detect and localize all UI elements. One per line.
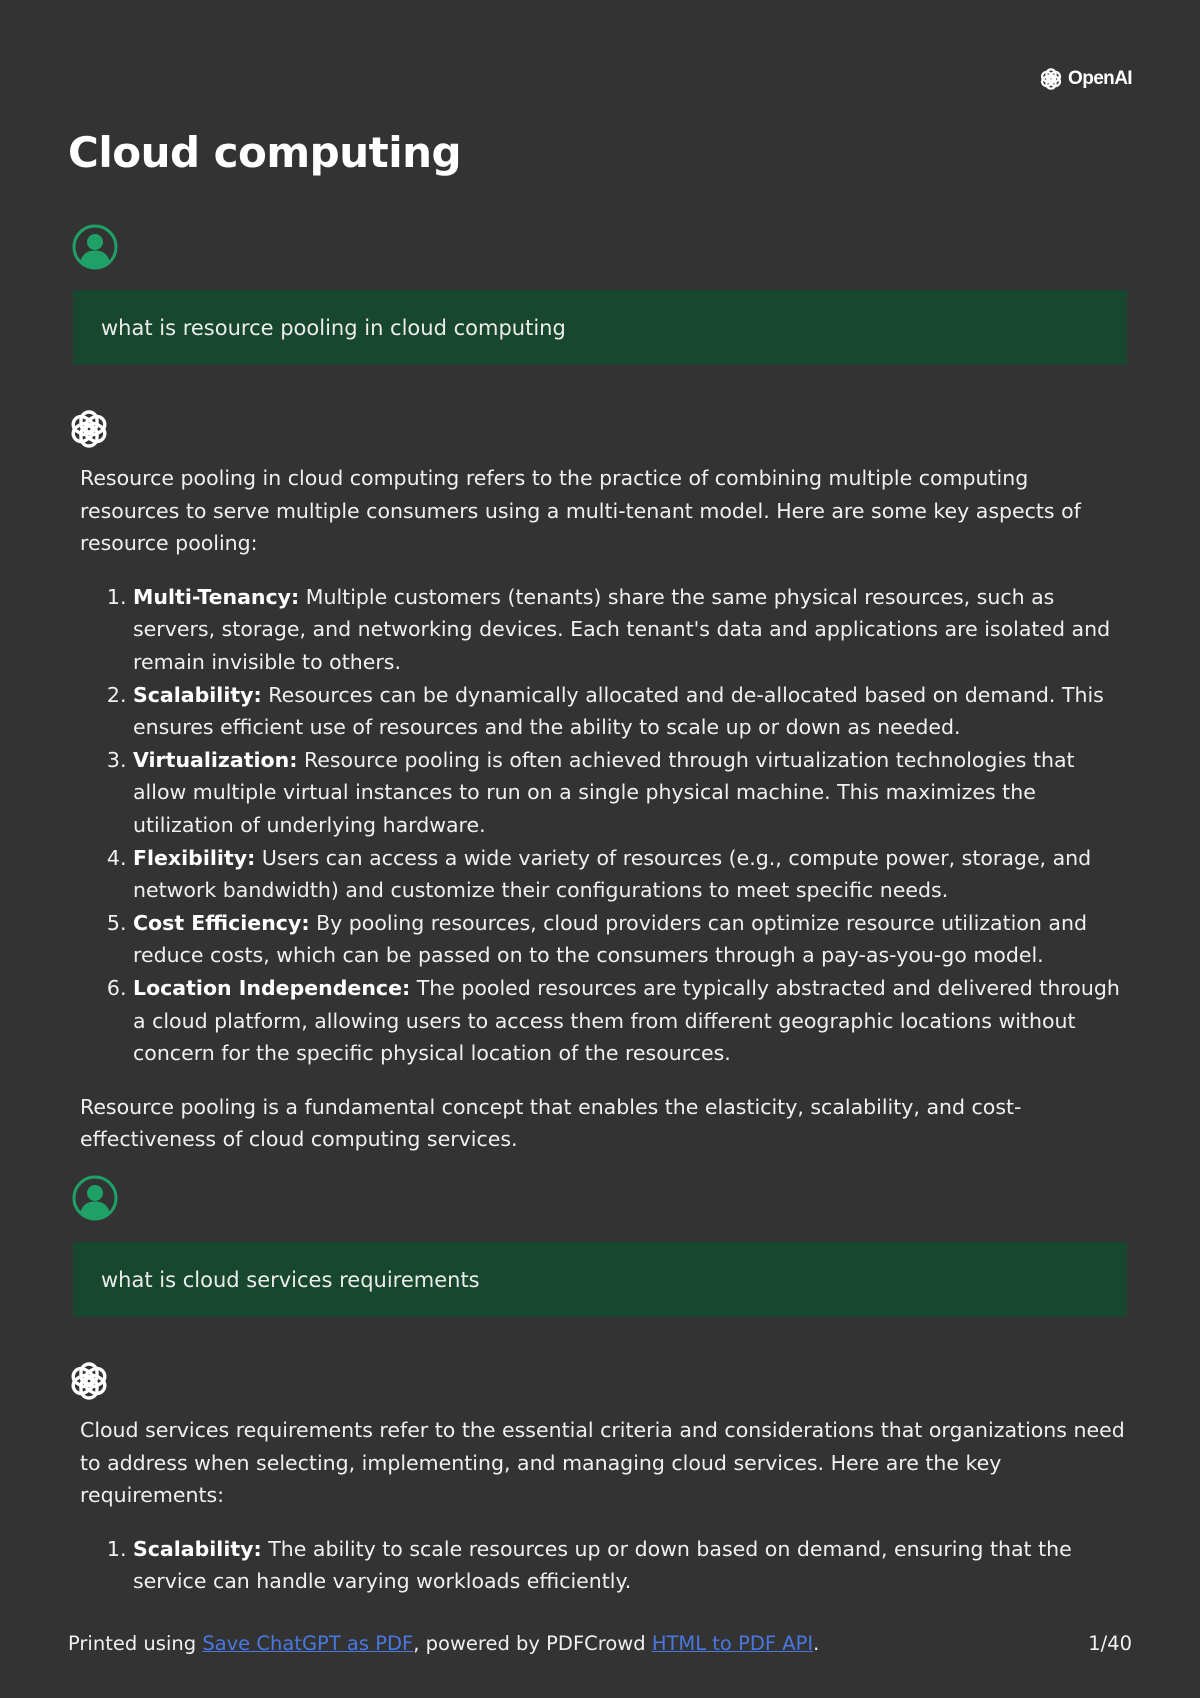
list-item: 3. Virtualization: Resource pooling is often achieved through virtualization technologies that allow multiple virtual instances to run on a single physical machine. This maximizes the utilization of underlying hardware. xyxy=(133,744,1132,842)
user-prompt-bubble xyxy=(73,290,1127,365)
user-avatar-icon xyxy=(72,224,118,270)
list-item-term: Virtualization xyxy=(133,747,290,772)
chatgpt-icon xyxy=(66,406,112,452)
list-item-term: Location Independence xyxy=(133,975,402,1000)
list-item-text: Resources can be dynamically allocated and de-allocated based on demand. This ensures efficient use of resources and the ability to scale up or down as needed. xyxy=(133,682,1104,740)
list-item: 6. Location Independence: The pooled resources are typically abstracted and delivered through a cloud platform, allowing users to access them from different geographic locations without concern for the specific physical location of the resources. xyxy=(133,972,1132,1070)
list-item: 4. Flexibility: Users can access a wide variety of resources (e.g., compute power, storage, and network bandwidth) and customize their configurations to meet specific needs. xyxy=(133,842,1132,907)
list-item: 2. Scalability: Resources can be dynamically allocated and de-allocated based on demand. This ensures efficient use of resources and the ability to scale up or down as needed. xyxy=(133,679,1132,744)
answer-intro: Cloud services requirements refer to the essential criteria and considerations that organizations need to address when selecting, implementing, and managing cloud services. Here are the key requirements: xyxy=(80,1418,1125,1508)
list-item-term: Scalability xyxy=(133,1536,254,1561)
user-avatar-icon xyxy=(72,1175,118,1221)
page-title: Cloud computing xyxy=(68,128,462,177)
openai-logo xyxy=(1038,66,1132,92)
user-prompt-text: what is resource pooling in cloud computing xyxy=(101,315,566,340)
list-item-term: Multi-Tenancy xyxy=(133,584,292,609)
footer-suffix: . xyxy=(813,1632,820,1655)
answer-intro: Resource pooling in cloud computing refers to the practice of combining multiple computing resources to serve multiple consumers using a multi-tenant model. Here are some key aspects of resource pooling: xyxy=(80,466,1081,556)
list-item: 1. Multi-Tenancy: Multiple customers (tenants) share the same physical resources, such as servers, storage, and networking devices. Each tenant's data and applications are isolated and remain invisible to others. xyxy=(133,581,1132,679)
user-prompt-text: what is cloud services requirements xyxy=(101,1267,480,1292)
chatgpt-icon xyxy=(66,1358,112,1404)
assistant-answer xyxy=(80,1414,1132,1619)
list-item-text: By pooling resources, cloud providers can optimize resource utilization and reduce costs, which can be passed on to the consumers through a pay-as-you-go model. xyxy=(133,910,1087,968)
list-item-term: Flexibility xyxy=(133,845,248,870)
user-prompt-bubble xyxy=(73,1242,1127,1317)
list-item-text: Resource pooling is often achieved through virtualization technologies that allow multiple virtual instances to run on a single physical machine. This maximizes the utilization of underlying hardware. xyxy=(133,747,1075,837)
list-item: 1. Scalability: The ability to scale resources up or down based on demand, ensuring that the service can handle varying workloads efficiently. xyxy=(133,1533,1132,1598)
openai-logo-icon xyxy=(1038,66,1064,92)
save-chatgpt-as-pdf-link[interactable]: Save ChatGPT as PDF xyxy=(202,1632,414,1655)
answer-outro: Resource pooling is a fundamental concept that enables the elasticity, scalability, and cost-effectiveness of cloud computing services. xyxy=(80,1094,1022,1152)
list-item: 5. Cost Efficiency: By pooling resources, cloud providers can optimize resource utilization and reduce costs, which can be passed on to the consumers through a pay-as-you-go model. xyxy=(133,907,1132,972)
footer-middle: , powered by PDFCrowd xyxy=(413,1632,652,1655)
page-indicator: 1/40 xyxy=(1088,1632,1132,1655)
print-footer xyxy=(68,1632,1132,1655)
list-item-text: The pooled resources are typically abstracted and delivered through a cloud platform, allowing users to access them from different geographic locations without concern for the specific physical location of the resources. xyxy=(133,975,1120,1066)
list-item-text: Multiple customers (tenants) share the same physical resources, such as servers, storage, and networking devices. Each tenant's data and applications are isolated and remain invisible to others. xyxy=(133,584,1111,674)
list-item-term: Scalability xyxy=(133,682,254,707)
footer-credit xyxy=(68,1632,819,1655)
answer-list xyxy=(80,1533,1132,1598)
footer-prefix: Printed using xyxy=(68,1632,203,1655)
html-to-pdf-api-link[interactable]: HTML to PDF API xyxy=(651,1632,814,1655)
assistant-answer xyxy=(80,462,1132,1156)
list-item-text: The ability to scale resources up or down based on demand, ensuring that the service can handle varying workloads efficiently. xyxy=(133,1536,1072,1594)
list-item-term: Cost Efficiency xyxy=(133,910,302,935)
list-item-text: Users can access a wide variety of resources (e.g., compute power, storage, and network bandwidth) and customize their configurations to meet specific needs. xyxy=(133,845,1092,903)
openai-logo-text: OpenAI xyxy=(1068,68,1132,89)
answer-list xyxy=(80,581,1132,1070)
